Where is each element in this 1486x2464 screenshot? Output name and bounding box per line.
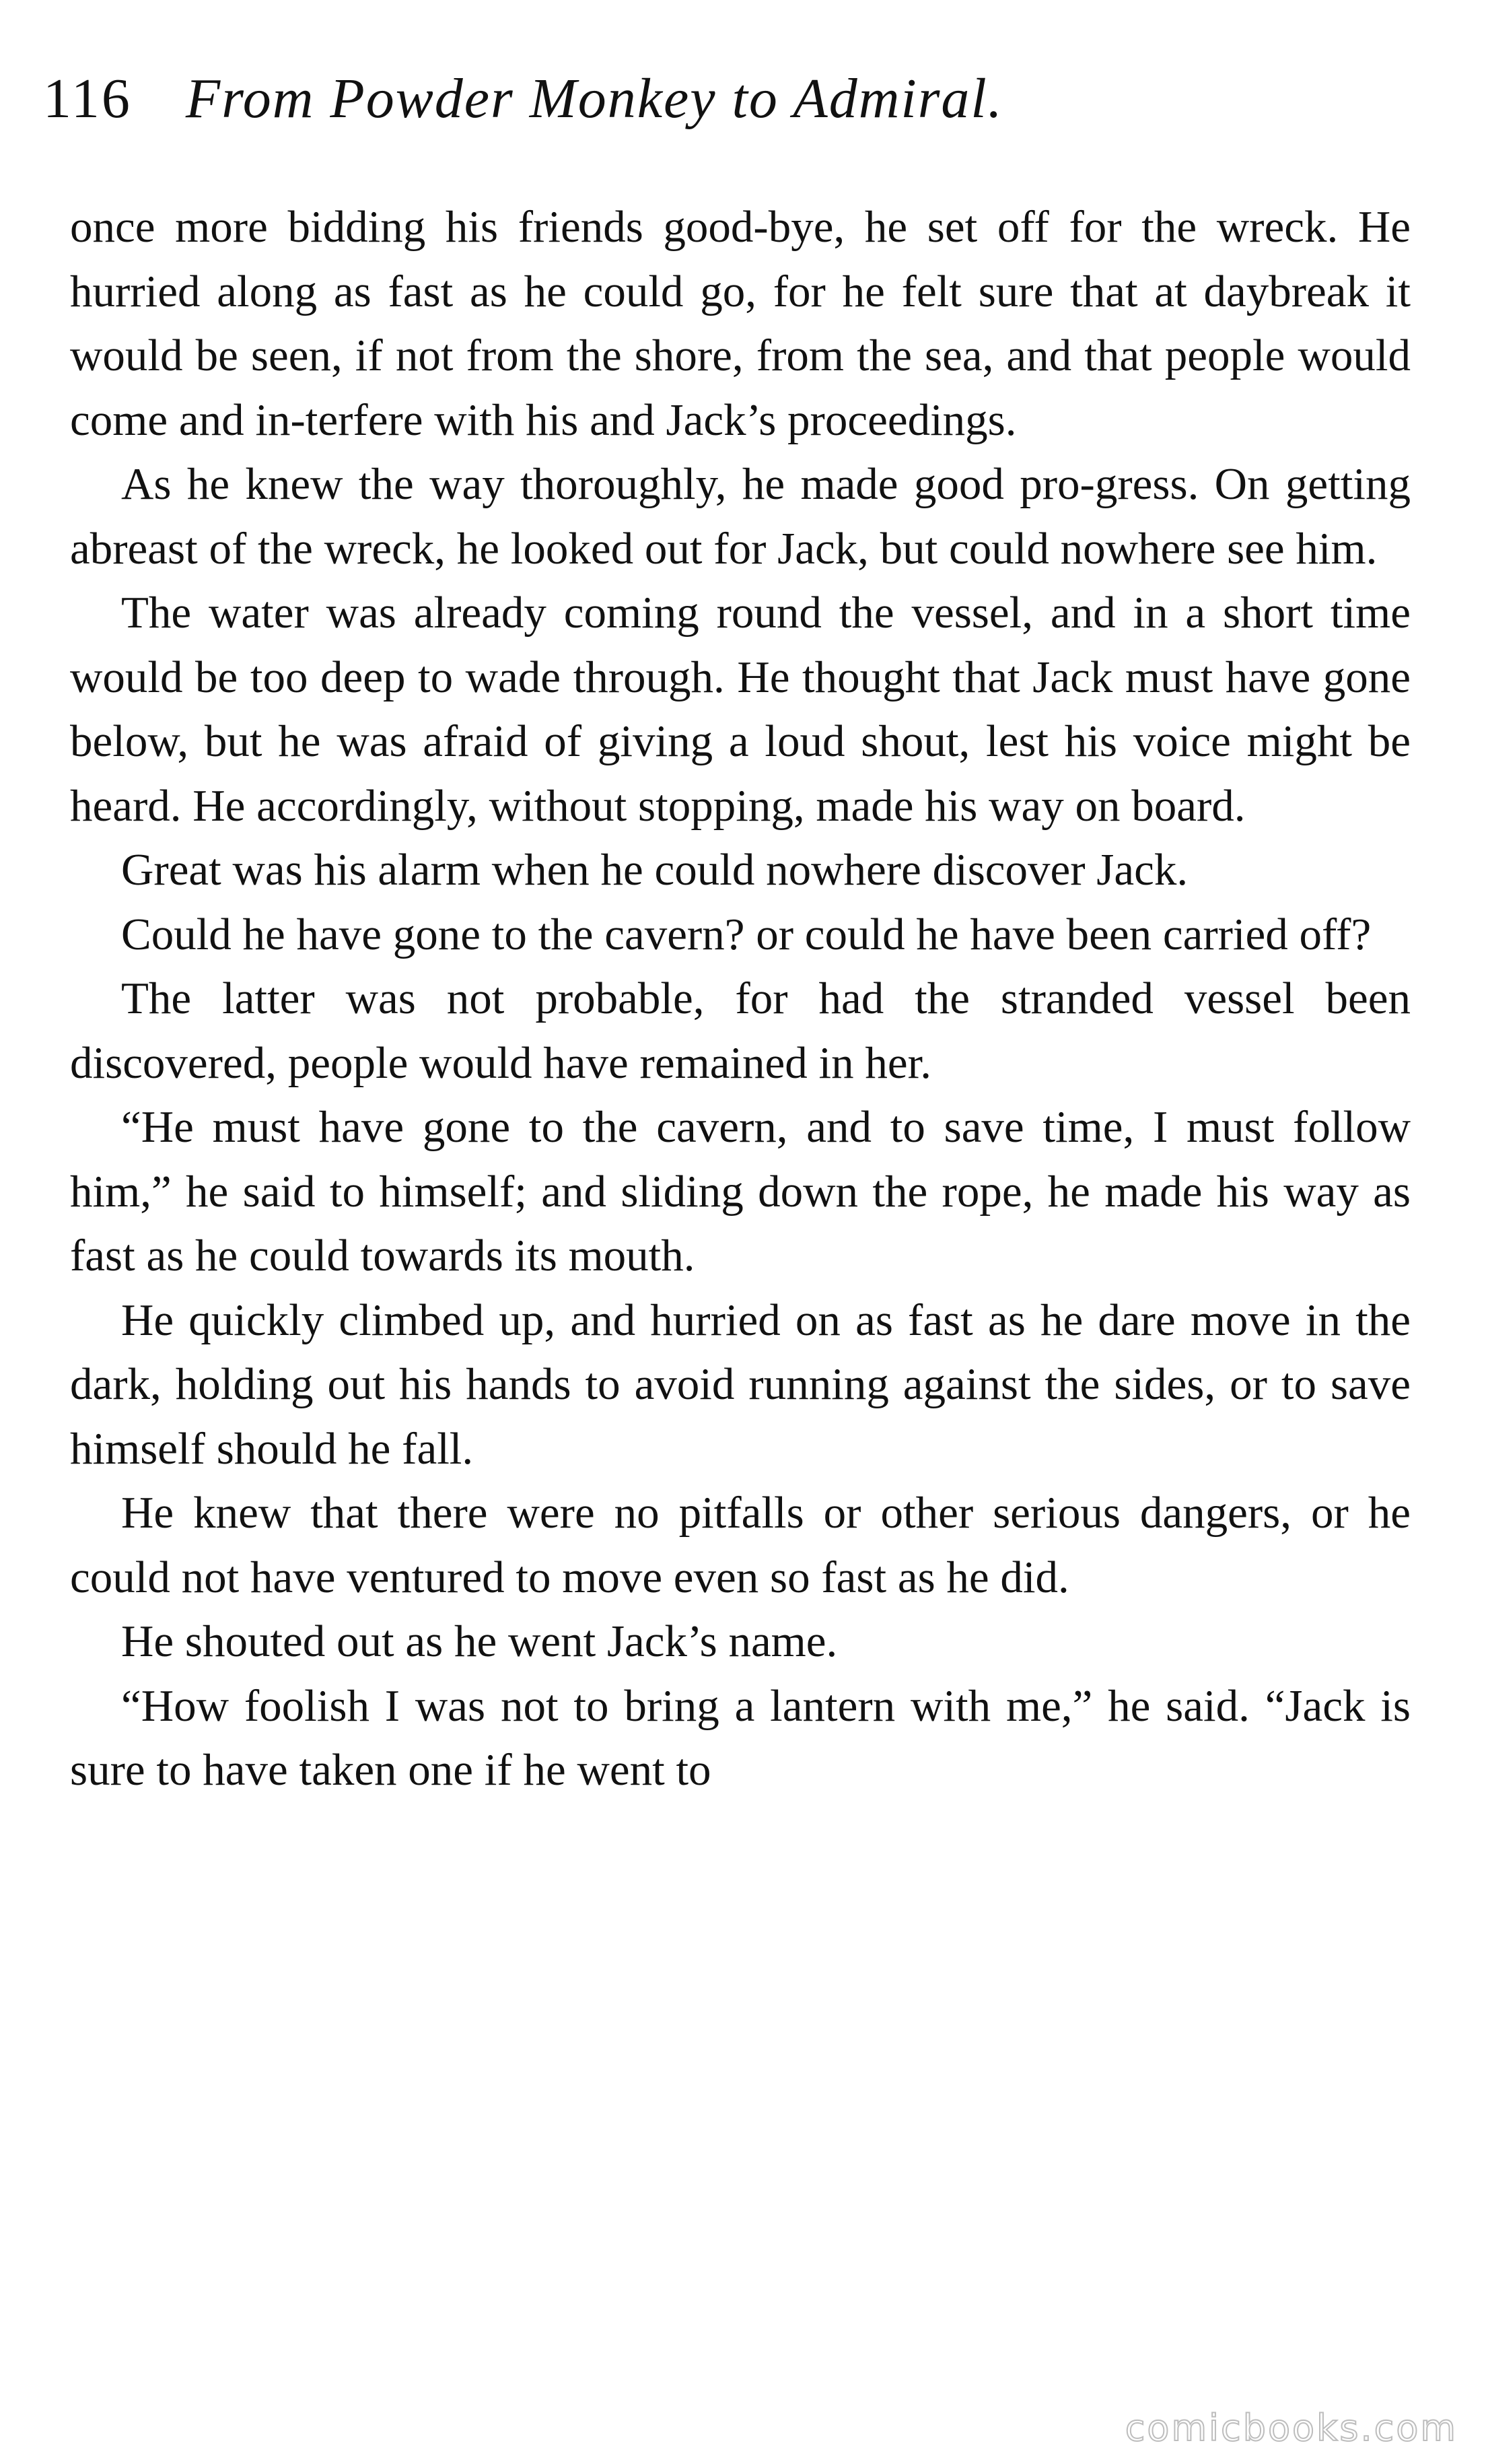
paragraph: Could he have gone to the cavern? or could he have been carried off? bbox=[121, 909, 1372, 959]
watermark: comicbooks.com bbox=[1125, 2407, 1458, 2449]
paragraph: “He must have gone to the cavern, and to save time, I must follow him,” he said to himself; and sliding down the rope, he made his way as fast as he could towards its mouth. bbox=[70, 1102, 1411, 1280]
paragraph: The latter was not probable, for had the stranded vessel been discovered, people would have remained in her. bbox=[70, 973, 1411, 1088]
paragraph: The water was already coming round the vessel, and in a short time would be too deep to wade through. He thought that Jack must have gone below, but he was afraid of giving a loud shout, lest his voice might be heard. He accordingly, without stopping, made his way on board. bbox=[70, 588, 1411, 831]
paragraph: “How foolish I was not to bring a lantern with me,” he said. “Jack is sure to have taken one if he went to bbox=[70, 1680, 1411, 1795]
body-text bbox=[70, 195, 1411, 1803]
paragraph: He quickly climbed up, and hurried on as fast as he dare move in the dark, holding out his hands to avoid running against the sides, or to save himself should he fall. bbox=[70, 1295, 1411, 1474]
running-title: From Powder Monkey to Admiral. bbox=[185, 67, 1003, 130]
paragraph: He shouted out as he went Jack’s name. bbox=[121, 1616, 838, 1666]
page-number: 116 bbox=[43, 67, 132, 130]
paragraph: once more bidding his friends good-bye, he set off for the wreck. He hurried along as fast as he could go, for he felt sure that at daybreak it would be seen, if not from the shore, from the sea, and that people would come and in-terfere with his and Jack’s proceedings. bbox=[70, 202, 1411, 445]
paragraph: Great was his alarm when he could nowhere discover Jack. bbox=[121, 845, 1189, 895]
paragraph: He knew that there were no pitfalls or other serious dangers, or he could not have ventured to move even so fast as he did. bbox=[70, 1488, 1411, 1602]
running-head bbox=[43, 62, 1443, 136]
paragraph: As he knew the way thoroughly, he made good pro-gress. On getting abreast of the wreck, he looked out for Jack, but could nowhere see him. bbox=[70, 459, 1411, 574]
